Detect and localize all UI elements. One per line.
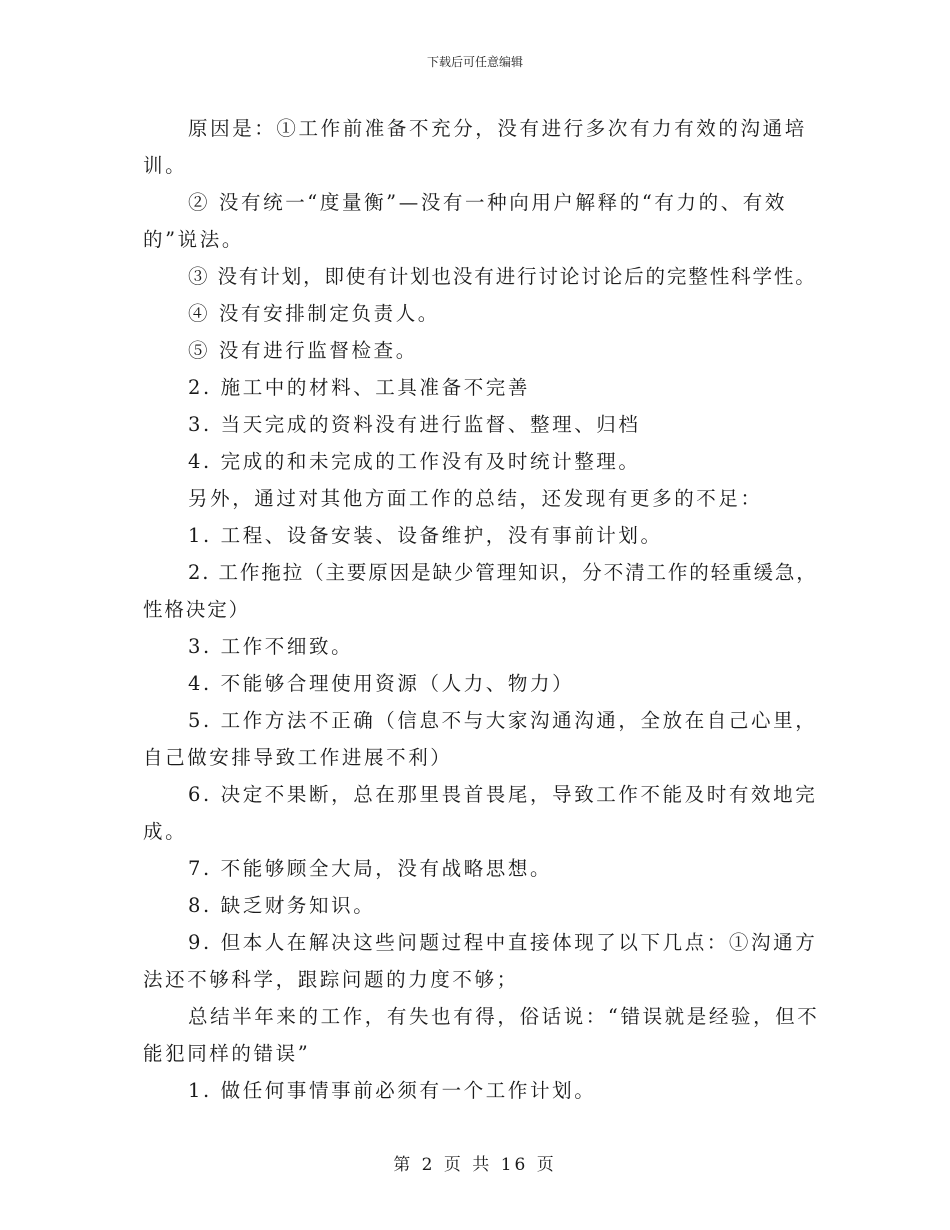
paragraph-reason-4: ④ 没有安排制定负责人。: [188, 302, 440, 325]
paragraph-shortfall-8: 8. 缺乏财务知识。: [188, 894, 376, 917]
paragraph-reason-2: ② 没有统一“度量衡”—没有一种向用户解释的“有力的、有效的”说法。: [143, 191, 788, 251]
paragraph-shortfall-5: 5. 工作方法不正确（信息不与大家沟通沟通，全放在自己心里，自己做安排导致工作进展不利）: [143, 709, 818, 769]
paragraph-summary: 总结半年来的工作，有失也有得，俗话说：“错误就是经验，但不能犯同样的错误”: [143, 1005, 820, 1065]
paragraph-reason-1: 原因是：①工作前准备不充分，没有进行多次有力有效的沟通培训。: [143, 117, 807, 177]
paragraph-lesson-1: 1. 做任何事情事前必须有一个工作计划。: [188, 1079, 597, 1102]
page-header-note: 下载后可任意编辑: [426, 55, 523, 69]
paragraph-shortfall-1: 1. 工程、设备安装、设备维护，没有事前计划。: [188, 524, 663, 547]
paragraph-shortfall-4: 4. 不能够合理使用资源（人力、物力）: [188, 672, 575, 695]
page-number-footer: 第 2 页 共 16 页: [393, 1155, 557, 1175]
paragraph-item-4: 4. 完成的和未完成的工作没有及时统计整理。: [188, 450, 641, 473]
paragraph-reason-3: ③ 没有计划，即使有计划也没有进行讨论讨论后的完整性科学性。: [188, 265, 817, 288]
paragraph-item-3: 3. 当天完成的资料没有进行监督、整理、归档: [188, 413, 641, 436]
paragraph-shortfall-3: 3. 工作不细致。: [188, 635, 354, 658]
paragraph-reason-5: ⑤ 没有进行监督检查。: [188, 339, 418, 362]
paragraph-shortfall-9: 9. 但本人在解决这些问题过程中直接体现了以下几点：①沟通方法还不够科学，跟踪问题的力度不够；: [143, 931, 818, 991]
paragraph-item-2: 2. 施工中的材料、工具准备不完善: [188, 376, 531, 399]
paragraph-shortfall-6: 6. 决定不果断，总在那里畏首畏尾，导致工作不能及时有效地完成。: [143, 783, 818, 843]
paragraph-shortfall-2: 2. 工作拖拉（主要原因是缺少管理知识，分不清工作的轻重缓急，性格决定）: [143, 561, 818, 621]
document-body: [143, 110, 823, 1109]
paragraph-shortfall-7: 7. 不能够顾全大局，没有战略思想。: [188, 857, 553, 880]
paragraph-other-intro: 另外，通过对其他方面工作的总结，还发现有更多的不足：: [188, 487, 763, 510]
